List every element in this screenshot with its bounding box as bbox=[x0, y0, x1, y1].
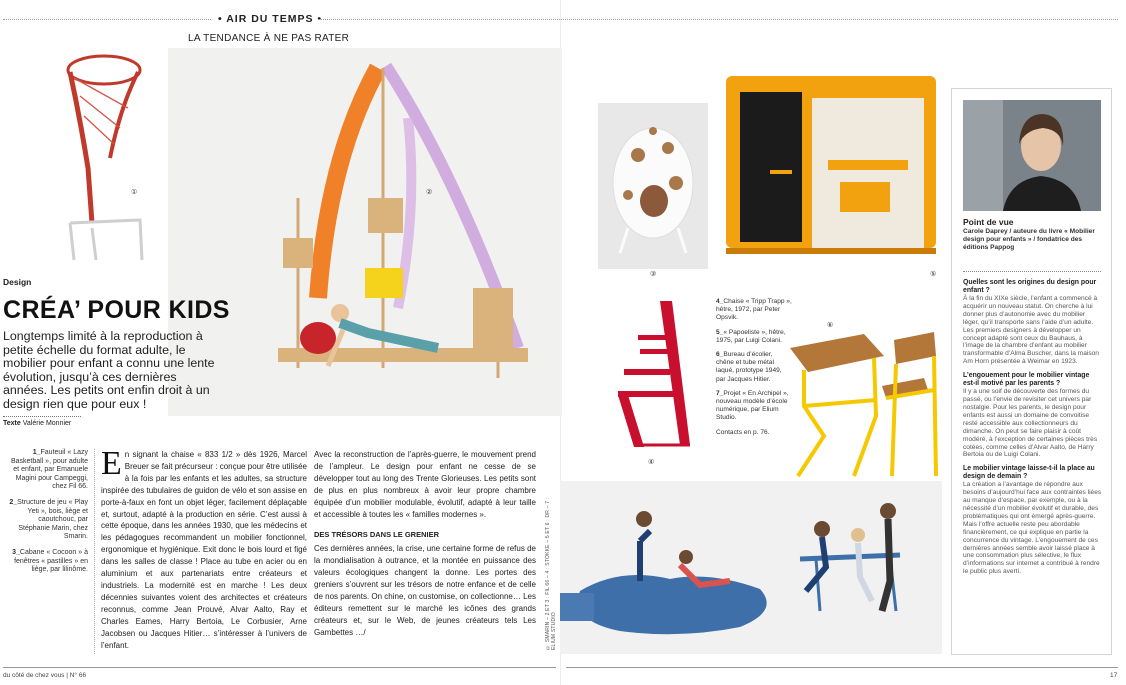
caption-item: 6_Bureau d’écolier, chêne et tube métal laqué, prototype 1949, par Jacques Hitier. bbox=[716, 351, 782, 383]
cocoon-cabin-photo bbox=[598, 103, 708, 269]
sidebar-subtitle: Carole Daprey / auteure du livre « Mobilier design pour enfants » / fondatrice des éditions Pappog bbox=[963, 228, 1095, 252]
interview-answer: Il y a une soif de découverte des formes du passé, ou l’envie de revisiter cet univers par nostalgie. Pour les parents, le design pour enfants est aussi un domaine de convoitise resté accessible aux collectionneurs du dimanche. On peut se faire plaisir à coût modéré, à l’exception de certaines pièces très cotées, comme celles d’Alvar Aalto, de Harry Bertoia ou de Luigi Colani. bbox=[963, 388, 1098, 459]
captions-mid bbox=[716, 298, 792, 443]
caption-item: 5_« Papoeliste », hêtre, 1975, par Luigi Colani. bbox=[716, 328, 786, 344]
section-tagline: LA TENDANCE À NE PAS RATER bbox=[188, 33, 350, 44]
section-rubric: • AIR DU TEMPS • bbox=[218, 13, 323, 25]
en-archipel-classroom-photo bbox=[560, 481, 942, 654]
author-portrait bbox=[963, 100, 1101, 211]
interview-qa bbox=[963, 279, 1103, 582]
body-subheading: DES TRÉSORS DANS LE GRENIER bbox=[314, 530, 440, 540]
photo-credit-vertical: © SMARIN – 2 ET 3 : FIL 66 – 4 : STOKKE – 5 ET 6 : DR – 7 : ELIUM STUDIO bbox=[545, 497, 557, 650]
interview-answer: À la fin du XIXe siècle, l’enfant a commencé à acquérir un nouveau statut. On cherche à lui donner plus d’autonomie avec du mobilier léger, qu’il transporte sans l’aide d’un adulte. Les premiers designers à développer un concept adapté sont ceux du Bauhaus, à l’image de la chambre d’enfant au mobilier transformable d’Alma Buscher, dans la maison Am Horn présentée à Weimar en 1923. bbox=[963, 295, 1099, 366]
caption-item: 3_Cabane « Cocoon » à fenêtres « pastilles » en liège, par lilinôme. bbox=[12, 548, 88, 574]
body-paragraph: Ces dernières années, la crise, une certaine forme de refus de la mondialisation à outrance, et la montée en puissance des valeurs écologiques changent la donne. Les portes des greniers s’ouvrent sur les trésors de notre enfance et de celle de nos parents. On chine, on customise, on collectionne… Les éditeurs remettent sur le marché les icônes des grands créateurs et, sur le Web, de jeunes créateurs tels Les Gambettes …/ bbox=[314, 544, 536, 637]
tripp-trapp-chair-photo bbox=[598, 295, 698, 455]
photo-number-5: ⑤ bbox=[930, 271, 937, 278]
captions-left bbox=[8, 449, 88, 582]
caption-contacts: Contacts en p. 76. bbox=[716, 428, 770, 436]
point-de-vue-sidebar bbox=[951, 88, 1112, 655]
photo-number-6: ⑥ bbox=[827, 322, 834, 329]
credit-name: Valérie Monnier bbox=[22, 420, 72, 427]
interview-question: Le mobilier vintage laisse-t-il la place au design de demain ? bbox=[963, 465, 1095, 481]
papoeliste-unit-photo bbox=[716, 70, 940, 275]
caption-item: 1_Fauteuil « Lazy Basketball », pour adulte et enfant, par Emanuele Magini pour Campeggi, chez Fil 66. bbox=[10, 449, 88, 491]
author-credit bbox=[3, 420, 71, 427]
body-paragraph: n signant la chaise « 833 1/2 » dès 1926, Marcel Breuer se fait précurseur : conçue pour être utilisée à la fois par les enfants et les adultes, sa structure inspirée des tubulaires de guidon de vélo et son assise en porte-à-faux en font un objet léger, facilement déplaçable et, surtout, adapté à la production en série. C’est aussi à cette époque, dans les années 1930, que les médecins et les pédagogues recommandent un mobilier fonctionnel, ergonomique et hygiénique. Exit donc le bois lourd et figé dans les salles de classe ! Place au tube en acier ou en aluminium et aux partenariats entre créateurs et industriels. La modernité est en marche ! Les deux décennies suivantes voient des architectes et créateurs reconnus, comme Jean Prouvé, Alvar Aalto, Ray et Charles Eames, Harry Bertoia, Le Corbusier, Arne Jacobsen ou Jacques Hitier… s’intéresser à l’univers de l’enfant. bbox=[101, 450, 307, 650]
interview-question: L’engouement pour le mobilier vintage est-il motivé par les parents ? bbox=[963, 372, 1090, 388]
footer-rule-right bbox=[566, 667, 1118, 668]
footer-rule-left bbox=[3, 667, 556, 668]
caption-item: 4_Chaise « Tripp Trapp », hêtre, 1972, par Peter Opsvik. bbox=[716, 298, 792, 322]
caption-item: 7_Projet « En Archipel », nouveau modèle d’école numérique, par Elium Studio. bbox=[716, 389, 789, 422]
sidebar-title: Point de vue bbox=[963, 217, 1014, 227]
body-column-2 bbox=[314, 449, 536, 639]
photo-number-1: ① bbox=[131, 189, 138, 196]
credit-label: Texte bbox=[3, 420, 21, 427]
caption-divider bbox=[94, 449, 96, 654]
section-label: Design bbox=[3, 277, 32, 287]
drop-cap: E bbox=[101, 445, 122, 482]
header-rule-right bbox=[318, 19, 1118, 20]
photo-number-4: ④ bbox=[648, 459, 655, 466]
play-yeti-photo bbox=[168, 48, 562, 416]
photo-number-3: ③ bbox=[650, 271, 657, 278]
school-desk-photo bbox=[784, 326, 944, 488]
body-column-1 bbox=[101, 445, 307, 651]
body-paragraph: Avec la reconstruction de l’après-guerre, le mouvement prend de l’ampleur. Le design pour enfant ne cesse de se développer tout au long des Trente Glorieuses. Les petits sont de plus en plus nombreux à avoir leur propre chambre équipée d’un mobilier modulable, évolutif, adapté à leur taille et accessible à toutes les « familles modernes ». bbox=[314, 450, 536, 519]
interview-question: Quelles sont les origines du design pour enfant ? bbox=[963, 279, 1097, 294]
interview-answer: La création a l’avantage de répondre aux besoins d’aujourd’hui face aux contraintes liées au manque d’espace, par exemple, ou à la nécessité d’un mobilier évolutif et durable, des problématiques qui ont émergé après-guerre. Mais l’offre actuelle reste peu abordable financièrement, ce qui explique en partie la concurrence du vintage. L’engouement de ces dernières années semble avoir laissé place à une consommation plus sélective, le flux d’informations sur internet a contribué à rendre le public plus averti. bbox=[963, 481, 1102, 576]
article-intro: Longtemps limité à la reproduction à petite échelle du format adulte, le mobilier pour enfant a connu une lente évolution, jusqu’à ces dernières années. Les petits ont enfin droit à un design rien que pour eux ! bbox=[3, 329, 215, 411]
credit-rule bbox=[3, 416, 81, 417]
header-rule-left bbox=[3, 19, 211, 20]
article-headline: CRÉA’ POUR KIDS bbox=[3, 296, 230, 324]
lazy-basketball-chair-photo bbox=[40, 48, 152, 270]
footer-magazine: du côté de chez vous | N° 66 bbox=[3, 672, 87, 679]
caption-item: 2_Structure de jeu « Play Yeti », bois, liège et caoutchouc, par Stéphanie Marin, chez Smarin. bbox=[9, 498, 88, 541]
page-number: 17 bbox=[1110, 672, 1118, 679]
photo-number-2: ② bbox=[426, 189, 433, 196]
sidebar-rule bbox=[963, 271, 1101, 272]
